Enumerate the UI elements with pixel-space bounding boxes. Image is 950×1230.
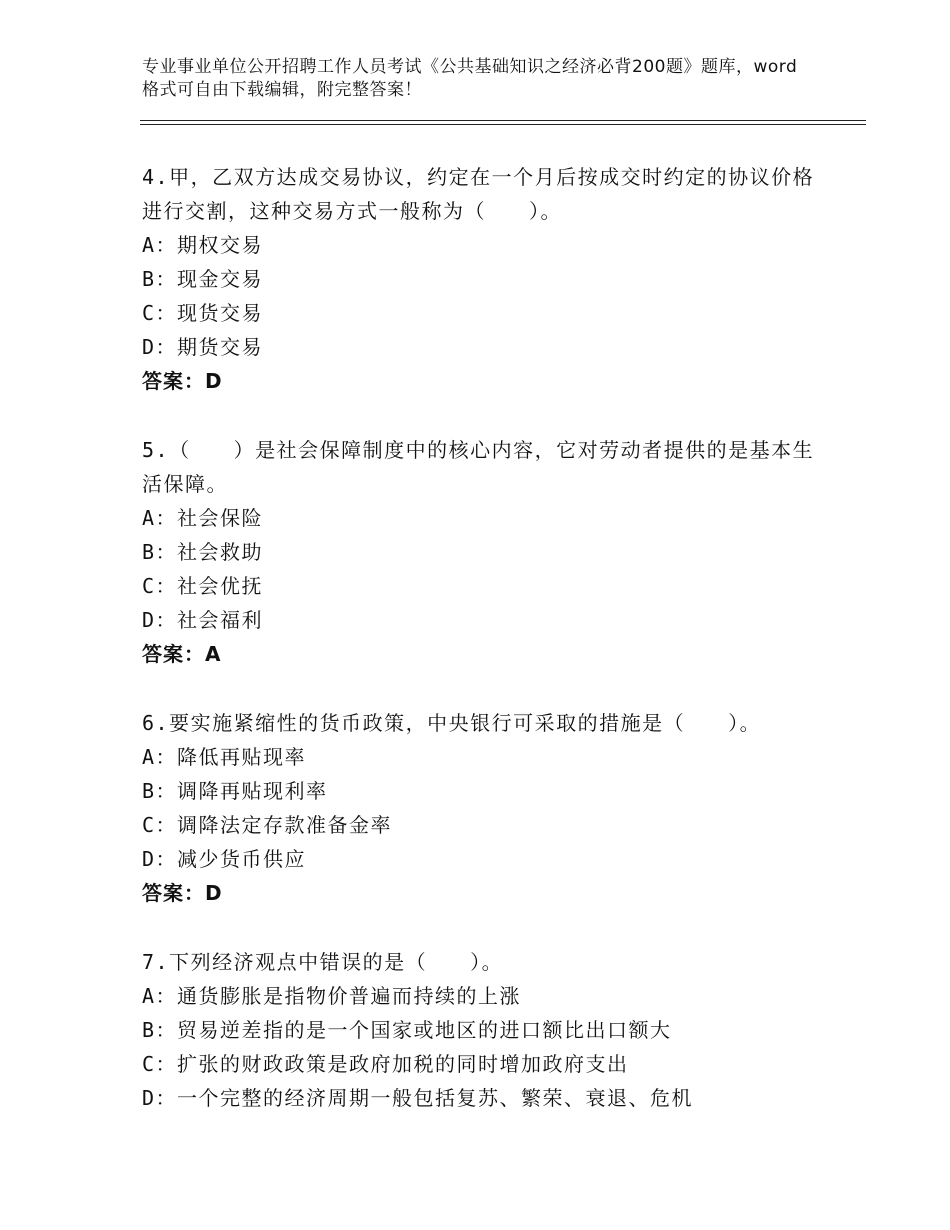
document-header xyxy=(142,56,802,102)
answer-line: 答案：D xyxy=(142,369,223,393)
question-4 xyxy=(142,160,822,398)
option-a: A：期权交易 xyxy=(142,233,264,257)
question-5 xyxy=(142,433,822,671)
option-c: C：社会优抚 xyxy=(142,574,264,598)
option-d: D：期货交易 xyxy=(142,335,264,359)
option-a: A：社会保险 xyxy=(142,506,264,530)
header-divider-top xyxy=(140,120,866,121)
option-d: D：一个完整的经济周期一般包括复苏、繁荣、衰退、危机 xyxy=(142,1086,694,1110)
option-a: A：降低再贴现率 xyxy=(142,745,307,769)
question-7 xyxy=(142,945,822,1115)
answer-line: 答案：A xyxy=(142,642,222,666)
option-d: D：减少货币供应 xyxy=(142,847,307,871)
question-stem: 5.（ ）是社会保障制度中的核心内容，它对劳动者提供的是基本生活保障。 xyxy=(142,438,815,496)
question-stem: 6.要实施紧缩性的货币政策，中央银行可采取的措施是（ ）。 xyxy=(142,711,762,735)
question-6 xyxy=(142,706,822,910)
option-c: C：调降法定存款准备金率 xyxy=(142,813,393,837)
option-b: B：现金交易 xyxy=(142,267,264,291)
answer-line: 答案：D xyxy=(142,881,223,905)
option-b: B：贸易逆差指的是一个国家或地区的进口额比出口额大 xyxy=(142,1018,672,1042)
option-a: A：通货膨胀是指物价普遍而持续的上涨 xyxy=(142,984,522,1008)
option-b: B：社会救助 xyxy=(142,540,264,564)
header-divider-bottom xyxy=(140,124,866,125)
question-stem: 7.下列经济观点中错误的是（ ）。 xyxy=(142,950,504,974)
option-c: C：现货交易 xyxy=(142,301,264,325)
option-d: D：社会福利 xyxy=(142,608,264,632)
option-c: C：扩张的财政政策是政府加税的同时增加政府支出 xyxy=(142,1052,629,1076)
document-title: 专业事业单位公开招聘工作人员考试《公共基础知识之经济必背200题》题库，word格式可自由下载编辑，附完整答案！ xyxy=(142,57,798,100)
option-b: B：调降再贴现利率 xyxy=(142,779,328,803)
question-stem: 4.甲，乙双方达成交易协议，约定在一个月后按成交时约定的协议价格进行交割，这种交易方式一般称为（ ）。 xyxy=(142,165,815,223)
